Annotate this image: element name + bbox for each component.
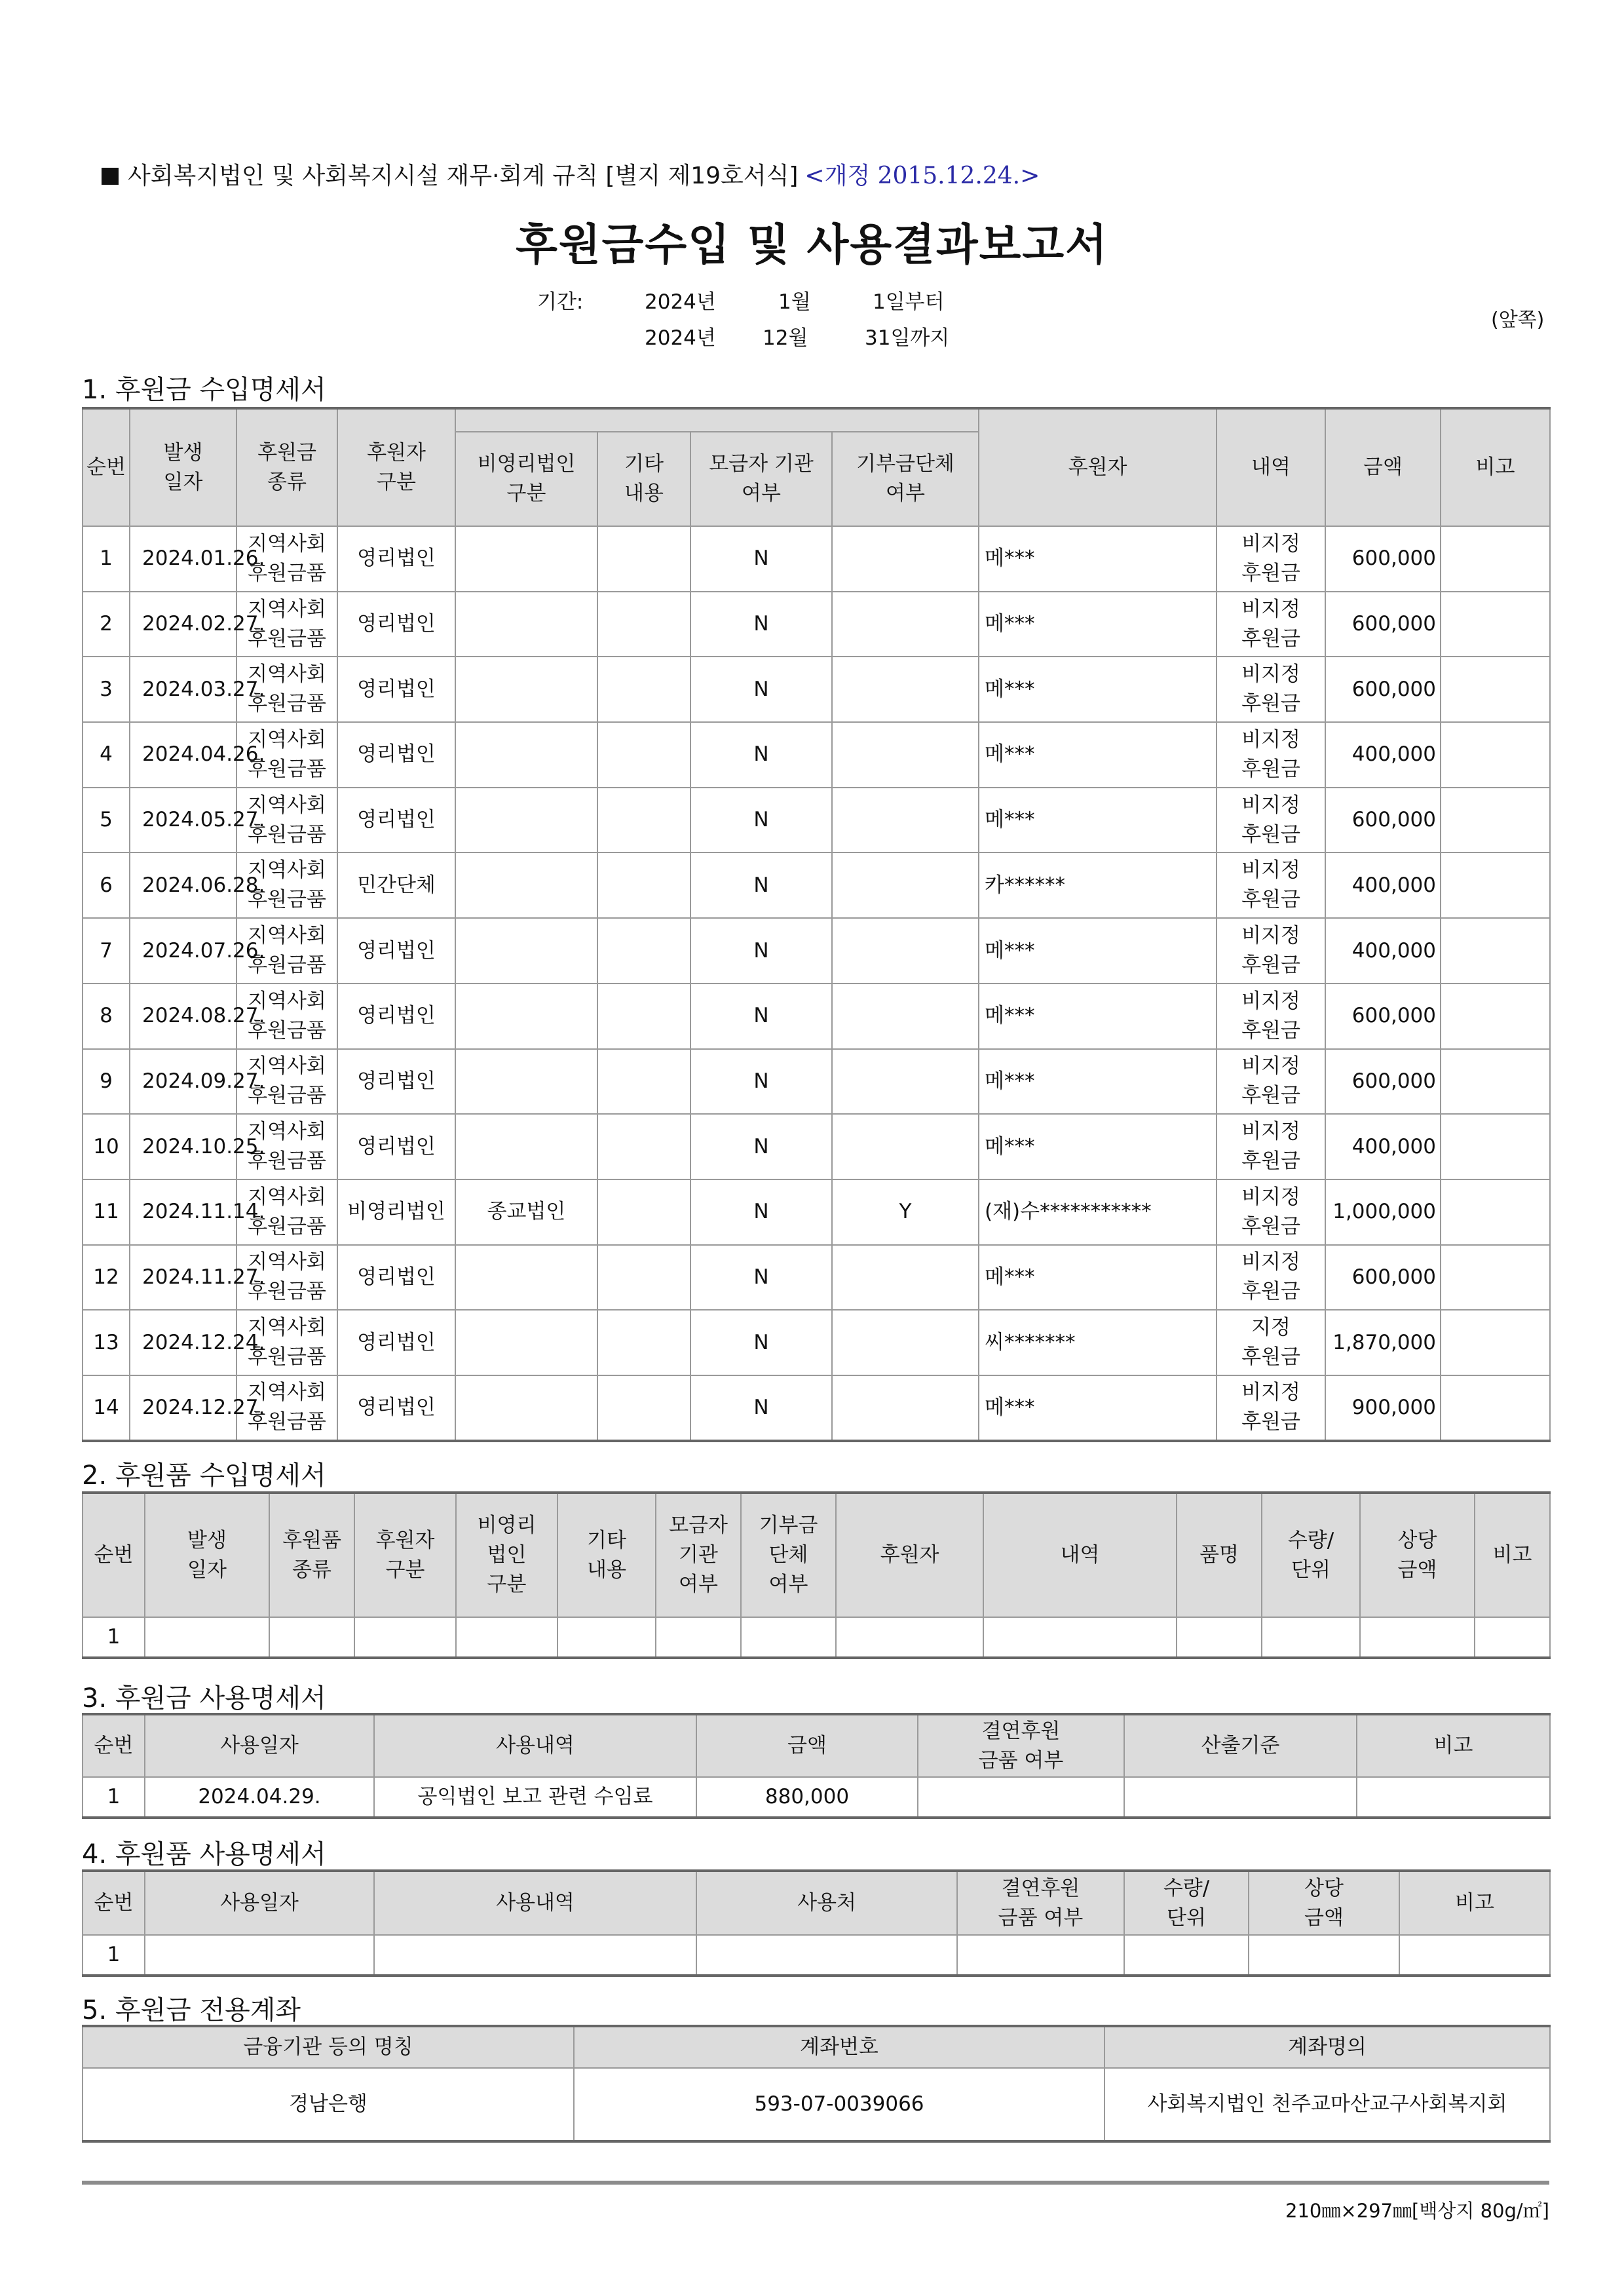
goods-income-table bbox=[82, 1491, 1551, 1659]
col-no: 순번 bbox=[83, 1493, 145, 1617]
cell-date: 2024.08.27. bbox=[130, 984, 236, 1049]
col-desc: 내역 bbox=[1217, 408, 1325, 526]
cell-amount: 1,000,000 bbox=[1325, 1179, 1441, 1245]
cell-etc bbox=[597, 1245, 690, 1311]
cell-no: 5 bbox=[83, 788, 130, 853]
account-table bbox=[82, 2025, 1551, 2143]
cell-date: 2024.04.29. bbox=[145, 1777, 374, 1818]
cell-etc bbox=[597, 722, 690, 788]
cell-kind: 지역사회 후원금품 bbox=[236, 788, 337, 853]
cell-basis bbox=[1124, 1777, 1357, 1818]
col-nonprofit: 비영리법인 구분 bbox=[455, 432, 597, 526]
col-date: 발생 일자 bbox=[130, 408, 236, 526]
table-row bbox=[83, 1935, 1550, 1976]
square-bullet-icon bbox=[102, 168, 119, 185]
col-donor-type: 후원자 구분 bbox=[337, 408, 455, 526]
cell-kind: 지역사회 후원금품 bbox=[236, 1375, 337, 1441]
cell-amount: 600,000 bbox=[1325, 984, 1441, 1049]
table-row bbox=[83, 852, 1550, 918]
cell-etc bbox=[597, 592, 690, 657]
cell-date: 2024.02.27. bbox=[130, 592, 236, 657]
cell-no: 2 bbox=[83, 592, 130, 657]
paper-spec: 210㎜×297㎜[백상지 80g/㎡] bbox=[1285, 2200, 1549, 2222]
cell-desc: 비지정 후원금 bbox=[1217, 526, 1325, 592]
col-detail: 사용내역 bbox=[374, 1871, 696, 1935]
cell-desc: 비지정 후원금 bbox=[1217, 1114, 1325, 1179]
cell-kind: 지역사회 후원금품 bbox=[236, 984, 337, 1049]
cell-nonprofit bbox=[455, 1310, 597, 1375]
cell-amount: 600,000 bbox=[1325, 526, 1441, 592]
cell-desc: 비지정 후원금 bbox=[1217, 722, 1325, 788]
cell-note bbox=[1441, 592, 1550, 657]
cell-donor: 씨******* bbox=[979, 1310, 1217, 1375]
col-item: 품명 bbox=[1177, 1493, 1262, 1617]
col-no: 순번 bbox=[83, 1871, 145, 1935]
cell-etc bbox=[597, 852, 690, 918]
front-side-note: (앞쪽) bbox=[1491, 309, 1545, 332]
cell-group bbox=[832, 657, 979, 722]
cell-note bbox=[1441, 1375, 1550, 1441]
col-value: 상당 금액 bbox=[1249, 1871, 1399, 1935]
cell-group: Y bbox=[832, 1179, 979, 1245]
cell-desc: 비지정 후원금 bbox=[1217, 1375, 1325, 1441]
cell-fundraiser: N bbox=[690, 592, 832, 657]
cell-etc bbox=[597, 918, 690, 984]
cell-group bbox=[832, 1375, 979, 1441]
cell-amount: 400,000 bbox=[1325, 918, 1441, 984]
cell-kind: 지역사회 후원금품 bbox=[236, 852, 337, 918]
cell-note bbox=[1441, 918, 1550, 984]
table-row bbox=[83, 1617, 1550, 1658]
cell-date: 2024.07.26. bbox=[130, 918, 236, 984]
cell-desc: 비지정 후원금 bbox=[1217, 1049, 1325, 1115]
col-no: 순번 bbox=[83, 1714, 145, 1777]
period-to-year: 2024년 bbox=[645, 326, 716, 350]
cell-no: 3 bbox=[83, 657, 130, 722]
revision-note: <개정 2015.12.24.> bbox=[804, 163, 1040, 189]
cell-fundraiser: N bbox=[690, 1375, 832, 1441]
donation-usage-table bbox=[82, 1713, 1551, 1819]
col-kind: 후원금 종류 bbox=[236, 408, 337, 526]
cell-group bbox=[832, 1114, 979, 1179]
cell-no: 1 bbox=[83, 526, 130, 592]
section-3-title: 3. 후원금 사용명세서 bbox=[82, 1683, 326, 1713]
cell-nonprofit bbox=[455, 722, 597, 788]
cell-nonprofit: 종교법인 bbox=[455, 1179, 597, 1245]
col-place: 사용처 bbox=[696, 1871, 957, 1935]
col-etc: 기타 내용 bbox=[597, 432, 690, 526]
cell-donor-type: 영리법인 bbox=[337, 526, 455, 592]
table-row bbox=[83, 1310, 1550, 1375]
cell-group bbox=[832, 526, 979, 592]
document-title: 후원금수입 및 사용결과보고서 bbox=[516, 220, 1108, 270]
period-label: 기간: bbox=[537, 290, 584, 314]
cell-desc: 비지정 후원금 bbox=[1217, 1179, 1325, 1245]
cell-account: 593-07-0039066 bbox=[574, 2068, 1105, 2141]
period-to-day: 31일까지 bbox=[865, 326, 950, 350]
period-from-year: 2024년 bbox=[645, 290, 716, 314]
cell-no: 1 bbox=[83, 1777, 145, 1818]
table-row bbox=[83, 1114, 1550, 1179]
cell-donor-type: 영리법인 bbox=[337, 984, 455, 1049]
cell-amount: 600,000 bbox=[1325, 788, 1441, 853]
cell-note bbox=[1441, 788, 1550, 853]
cell-desc: 비지정 후원금 bbox=[1217, 852, 1325, 918]
cell-no: 1 bbox=[83, 1617, 145, 1658]
col-basis: 산출기준 bbox=[1124, 1714, 1357, 1777]
cell-date: 2024.10.25. bbox=[130, 1114, 236, 1179]
col-related: 결연후원 금품 여부 bbox=[918, 1714, 1124, 1777]
col-holder: 계좌명의 bbox=[1105, 2026, 1550, 2068]
col-donor: 후원자 bbox=[836, 1493, 983, 1617]
cell-donor-type: 영리법인 bbox=[337, 1310, 455, 1375]
cell-desc: 비지정 후원금 bbox=[1217, 918, 1325, 984]
period-to-month: 12월 bbox=[763, 326, 808, 350]
donation-income-table bbox=[82, 407, 1551, 1442]
cell-date: 2024.11.27. bbox=[130, 1245, 236, 1311]
cell-fundraiser: N bbox=[690, 788, 832, 853]
cell-no: 10 bbox=[83, 1114, 130, 1179]
cell-donor-type: 영리법인 bbox=[337, 657, 455, 722]
cell-no: 8 bbox=[83, 984, 130, 1049]
cell-date: 2024.12.24. bbox=[130, 1310, 236, 1375]
cell-kind: 지역사회 후원금품 bbox=[236, 657, 337, 722]
cell-detail: 공익법인 보고 관련 수임료 bbox=[374, 1777, 696, 1818]
cell-donor-type: 영리법인 bbox=[337, 1245, 455, 1311]
cell-kind: 지역사회 후원금품 bbox=[236, 1310, 337, 1375]
cell-kind: 지역사회 후원금품 bbox=[236, 1179, 337, 1245]
col-nonprofit: 비영리 법인 구분 bbox=[456, 1493, 557, 1617]
cell-fundraiser: N bbox=[690, 1049, 832, 1115]
cell-amount: 1,870,000 bbox=[1325, 1310, 1441, 1375]
cell-note bbox=[1441, 1049, 1550, 1115]
table-row bbox=[83, 592, 1550, 657]
cell-nonprofit bbox=[455, 1375, 597, 1441]
cell-donor: 메*** bbox=[979, 1049, 1217, 1115]
cell-desc: 지정 후원금 bbox=[1217, 1310, 1325, 1375]
cell-group bbox=[832, 722, 979, 788]
cell-donor-type: 영리법인 bbox=[337, 788, 455, 853]
cell-amount: 600,000 bbox=[1325, 1049, 1441, 1115]
cell-donor: 메*** bbox=[979, 526, 1217, 592]
table-row bbox=[83, 1777, 1550, 1818]
table-row bbox=[83, 526, 1550, 592]
cell-no: 6 bbox=[83, 852, 130, 918]
cell-kind: 지역사회 후원금품 bbox=[236, 918, 337, 984]
table-row bbox=[83, 1245, 1550, 1311]
cell-group bbox=[832, 1049, 979, 1115]
col-note: 비고 bbox=[1441, 408, 1550, 526]
report-period bbox=[537, 285, 996, 357]
col-no: 순번 bbox=[83, 408, 130, 526]
cell-donor: 메*** bbox=[979, 592, 1217, 657]
cell-group bbox=[832, 592, 979, 657]
cell-bank: 경남은행 bbox=[83, 2068, 574, 2141]
donation-income-rows bbox=[83, 526, 1550, 1441]
col-group: 기부금단체 여부 bbox=[832, 432, 979, 526]
cell-donor: 메*** bbox=[979, 657, 1217, 722]
cell-fundraiser: N bbox=[690, 984, 832, 1049]
col-fundraiser: 모금자 기관 여부 bbox=[690, 432, 832, 526]
cell-donor: 메*** bbox=[979, 722, 1217, 788]
section-1-title: 1. 후원금 수입명세서 bbox=[82, 375, 326, 405]
col-bank: 금융기관 등의 명칭 bbox=[83, 2026, 574, 2068]
cell-group bbox=[832, 918, 979, 984]
cell-desc: 비지정 후원금 bbox=[1217, 592, 1325, 657]
cell-etc bbox=[597, 788, 690, 853]
cell-nonprofit bbox=[455, 1245, 597, 1311]
cell-etc bbox=[597, 984, 690, 1049]
cell-etc bbox=[597, 1375, 690, 1441]
cell-no: 9 bbox=[83, 1049, 130, 1115]
cell-nonprofit bbox=[455, 984, 597, 1049]
cell-note bbox=[1441, 722, 1550, 788]
cell-etc bbox=[597, 1114, 690, 1179]
cell-donor: 메*** bbox=[979, 1114, 1217, 1179]
col-account: 계좌번호 bbox=[574, 2026, 1105, 2068]
cell-donor-type: 영리법인 bbox=[337, 1049, 455, 1115]
cell-amount: 600,000 bbox=[1325, 592, 1441, 657]
cell-date: 2024.01.26. bbox=[130, 526, 236, 592]
cell-etc bbox=[597, 526, 690, 592]
col-etc: 기타 내용 bbox=[557, 1493, 656, 1617]
col-qty: 수량/ 단위 bbox=[1124, 1871, 1249, 1935]
cell-note bbox=[1441, 526, 1550, 592]
cell-group bbox=[832, 984, 979, 1049]
table-row bbox=[83, 1049, 1550, 1115]
cell-no: 14 bbox=[83, 1375, 130, 1441]
col-note: 비고 bbox=[1357, 1714, 1550, 1777]
col-kind: 후원품 종류 bbox=[269, 1493, 354, 1617]
cell-note bbox=[1441, 852, 1550, 918]
cell-donor: 카****** bbox=[979, 852, 1217, 918]
table-row bbox=[83, 657, 1550, 722]
cell-fundraiser: N bbox=[690, 852, 832, 918]
col-note: 비고 bbox=[1475, 1493, 1550, 1617]
cell-etc bbox=[597, 1179, 690, 1245]
cell-date: 2024.03.27. bbox=[130, 657, 236, 722]
table-row bbox=[83, 1179, 1550, 1245]
col-note: 비고 bbox=[1399, 1871, 1550, 1935]
cell-holder: 사회복지법인 천주교마산교구사회복지회 bbox=[1105, 2068, 1550, 2141]
cell-desc: 비지정 후원금 bbox=[1217, 1245, 1325, 1311]
cell-group bbox=[832, 852, 979, 918]
cell-donor-type: 영리법인 bbox=[337, 722, 455, 788]
cell-fundraiser: N bbox=[690, 526, 832, 592]
cell-date: 2024.05.27. bbox=[130, 788, 236, 853]
cell-kind: 지역사회 후원금품 bbox=[236, 526, 337, 592]
cell-group bbox=[832, 1245, 979, 1311]
cell-donor-type: 민간단체 bbox=[337, 852, 455, 918]
col-related: 결연후원 금품 여부 bbox=[957, 1871, 1124, 1935]
cell-fundraiser: N bbox=[690, 1179, 832, 1245]
table-row bbox=[83, 918, 1550, 984]
cell-etc bbox=[597, 657, 690, 722]
col-date: 발생 일자 bbox=[145, 1493, 269, 1617]
col-group: 기부금 단체 여부 bbox=[741, 1493, 836, 1617]
section-2-title: 2. 후원품 수입명세서 bbox=[82, 1461, 326, 1491]
cell-note bbox=[1441, 1114, 1550, 1179]
cell-note bbox=[1441, 1310, 1550, 1375]
cell-donor-type: 영리법인 bbox=[337, 918, 455, 984]
col-group-blank bbox=[455, 408, 979, 432]
cell-amount: 880,000 bbox=[696, 1777, 918, 1818]
table-row bbox=[83, 788, 1550, 853]
col-detail: 사용내역 bbox=[374, 1714, 696, 1777]
cell-nonprofit bbox=[455, 852, 597, 918]
cell-fundraiser: N bbox=[690, 1114, 832, 1179]
cell-donor-type: 영리법인 bbox=[337, 592, 455, 657]
cell-amount: 400,000 bbox=[1325, 1114, 1441, 1179]
cell-fundraiser: N bbox=[690, 657, 832, 722]
cell-donor: 메*** bbox=[979, 1245, 1217, 1311]
cell-kind: 지역사회 후원금품 bbox=[236, 722, 337, 788]
section-4-title: 4. 후원품 사용명세서 bbox=[82, 1839, 326, 1869]
period-from-day: 1일부터 bbox=[873, 290, 945, 314]
cell-kind: 지역사회 후원금품 bbox=[236, 1114, 337, 1179]
cell-no: 4 bbox=[83, 722, 130, 788]
cell-nonprofit bbox=[455, 526, 597, 592]
cell-donor: 메*** bbox=[979, 984, 1217, 1049]
col-donor: 후원자 bbox=[979, 408, 1217, 526]
cell-fundraiser: N bbox=[690, 918, 832, 984]
cell-note bbox=[1441, 1179, 1550, 1245]
cell-kind: 지역사회 후원금품 bbox=[236, 592, 337, 657]
cell-desc: 비지정 후원금 bbox=[1217, 657, 1325, 722]
cell-amount: 400,000 bbox=[1325, 852, 1441, 918]
col-date: 사용일자 bbox=[145, 1714, 374, 1777]
table-row bbox=[83, 2068, 1550, 2141]
col-qty: 수량/ 단위 bbox=[1262, 1493, 1360, 1617]
cell-nonprofit bbox=[455, 657, 597, 722]
cell-donor: 메*** bbox=[979, 788, 1217, 853]
cell-etc bbox=[597, 1310, 690, 1375]
cell-etc bbox=[597, 1049, 690, 1115]
cell-amount: 900,000 bbox=[1325, 1375, 1441, 1441]
cell-kind: 지역사회 후원금품 bbox=[236, 1245, 337, 1311]
period-from-month: 1월 bbox=[778, 290, 811, 314]
col-donor-type: 후원자 구분 bbox=[354, 1493, 456, 1617]
cell-desc: 비지정 후원금 bbox=[1217, 788, 1325, 853]
cell-no: 1 bbox=[83, 1935, 145, 1976]
bottom-rule bbox=[82, 2181, 1549, 2185]
cell-nonprofit bbox=[455, 788, 597, 853]
cell-date: 2024.12.27. bbox=[130, 1375, 236, 1441]
cell-note bbox=[1441, 657, 1550, 722]
cell-donor-type: 영리법인 bbox=[337, 1114, 455, 1179]
cell-donor: 메*** bbox=[979, 918, 1217, 984]
cell-fundraiser: N bbox=[690, 1310, 832, 1375]
cell-amount: 600,000 bbox=[1325, 1245, 1441, 1311]
col-fundraiser: 모금자 기관 여부 bbox=[656, 1493, 741, 1617]
cell-donor: 메*** bbox=[979, 1375, 1217, 1441]
cell-date: 2024.06.28. bbox=[130, 852, 236, 918]
table-row bbox=[83, 984, 1550, 1049]
cell-note bbox=[1441, 984, 1550, 1049]
cell-no: 11 bbox=[83, 1179, 130, 1245]
cell-donor: (재)수*********** bbox=[979, 1179, 1217, 1245]
cell-nonprofit bbox=[455, 1114, 597, 1179]
form-reference-text: 사회복지법인 및 사회복지시설 재무·회계 규칙 [별지 제19호서식] bbox=[128, 163, 799, 189]
cell-fundraiser: N bbox=[690, 722, 832, 788]
cell-nonprofit bbox=[455, 592, 597, 657]
table-row bbox=[83, 722, 1550, 788]
col-amount: 금액 bbox=[1325, 408, 1441, 526]
cell-date: 2024.09.27. bbox=[130, 1049, 236, 1115]
cell-date: 2024.11.14. bbox=[130, 1179, 236, 1245]
cell-amount: 400,000 bbox=[1325, 722, 1441, 788]
col-value: 상당 금액 bbox=[1360, 1493, 1475, 1617]
cell-group bbox=[832, 788, 979, 853]
cell-fundraiser: N bbox=[690, 1245, 832, 1311]
cell-note bbox=[1357, 1777, 1550, 1818]
cell-note bbox=[1441, 1245, 1550, 1311]
goods-usage-table bbox=[82, 1869, 1551, 1977]
cell-donor-type: 비영리법인 bbox=[337, 1179, 455, 1245]
cell-amount: 600,000 bbox=[1325, 657, 1441, 722]
cell-nonprofit bbox=[455, 918, 597, 984]
col-desc: 내역 bbox=[983, 1493, 1177, 1617]
cell-no: 13 bbox=[83, 1310, 130, 1375]
cell-related bbox=[918, 1777, 1124, 1818]
cell-kind: 지역사회 후원금품 bbox=[236, 1049, 337, 1115]
cell-date: 2024.04.26. bbox=[130, 722, 236, 788]
cell-desc: 비지정 후원금 bbox=[1217, 984, 1325, 1049]
col-date: 사용일자 bbox=[145, 1871, 374, 1935]
table-row bbox=[83, 1375, 1550, 1441]
col-amount: 금액 bbox=[696, 1714, 918, 1777]
cell-no: 7 bbox=[83, 918, 130, 984]
cell-group bbox=[832, 1310, 979, 1375]
form-reference bbox=[102, 157, 1040, 191]
cell-nonprofit bbox=[455, 1049, 597, 1115]
cell-no: 12 bbox=[83, 1245, 130, 1311]
cell-donor-type: 영리법인 bbox=[337, 1375, 455, 1441]
section-5-title: 5. 후원금 전용계좌 bbox=[82, 1995, 301, 2025]
